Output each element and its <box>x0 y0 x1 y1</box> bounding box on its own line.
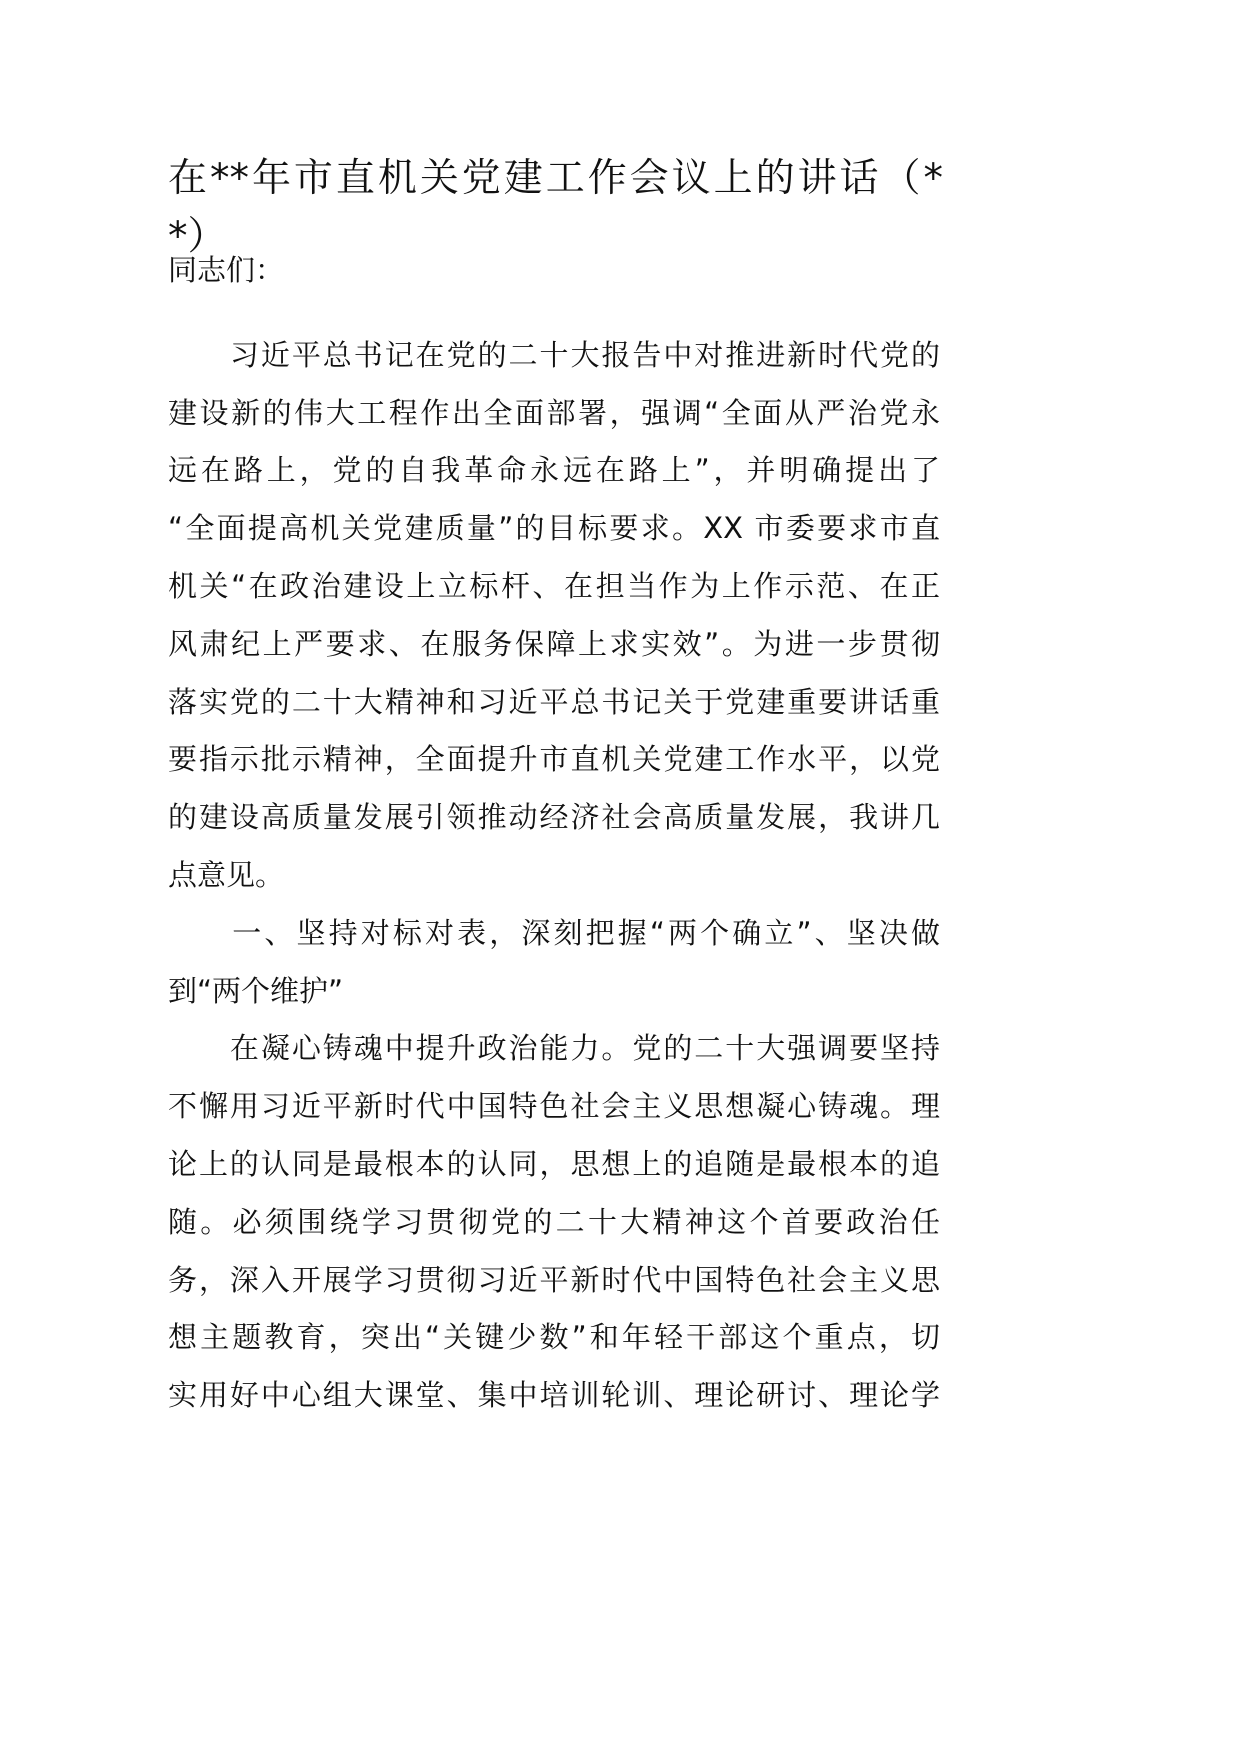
paragraphs <box>168 327 940 1425</box>
text-line: 不懈用习近平新时代中国特色社会主义思想凝心铸魂。理 <box>168 1089 940 1124</box>
text-line: 在凝心铸魂中提升政治能力。党的二十大强调要坚持 <box>168 1031 940 1066</box>
text-line: 落实党的二十大精神和习近平总书记关于党建重要讲话重 <box>168 684 940 719</box>
text-line: 务，深入开展学习贯彻习近平新时代中国特色社会主义思 <box>168 1262 940 1297</box>
text-line: 风肃纪上严要求、在服务保障上求实效”。为进一步贯彻 <box>168 626 940 661</box>
title-line: 在**年市直机关党建工作会议上的讲话（* <box>168 156 943 201</box>
text-line: 点意见。 <box>168 857 285 892</box>
title-line: *） <box>168 213 227 259</box>
paragraph <box>168 1020 940 1425</box>
salutation: 同志们： <box>168 253 285 287</box>
text-line: 机关“在政治建设上立标杆、在担当作为上作示范、在正 <box>168 568 940 603</box>
text-line: 论上的认同是最根本的认同，思想上的追随是最根本的追 <box>168 1146 940 1181</box>
text-line: 到“两个维护” <box>168 973 344 1008</box>
paragraph <box>168 327 940 905</box>
text-line: 建设新的伟大工程作出全面部署，强调“全面从严治党永 <box>168 395 940 430</box>
text-line: 要指示批示精神，全面提升市直机关党建工作水平，以党 <box>168 742 940 777</box>
section-heading <box>168 905 940 1021</box>
document-body <box>168 242 940 1425</box>
text-line: 实用好中心组大课堂、集中培训轮训、理论研讨、理论学 <box>168 1378 940 1413</box>
text-line: 远在路上，党的自我革命永远在路上”，并明确提出了 <box>168 453 940 488</box>
text-line: “全面提高机关党建质量”的目标要求。XX 市委要求市直 <box>168 511 940 546</box>
text-line: 想主题教育，突出“关键少数”和年轻干部这个重点，切 <box>168 1320 940 1355</box>
text-line: 习近平总书记在党的二十大报告中对推进新时代党的 <box>168 337 940 372</box>
text-line: 一、坚持对标对表，深刻把握“两个确立”、坚决做 <box>168 915 940 950</box>
text-line: 随。必须围绕学习贯彻党的二十大精神这个首要政治任 <box>168 1204 940 1239</box>
text-line: 的建设高质量发展引领推动经济社会高质量发展，我讲几 <box>168 800 940 835</box>
